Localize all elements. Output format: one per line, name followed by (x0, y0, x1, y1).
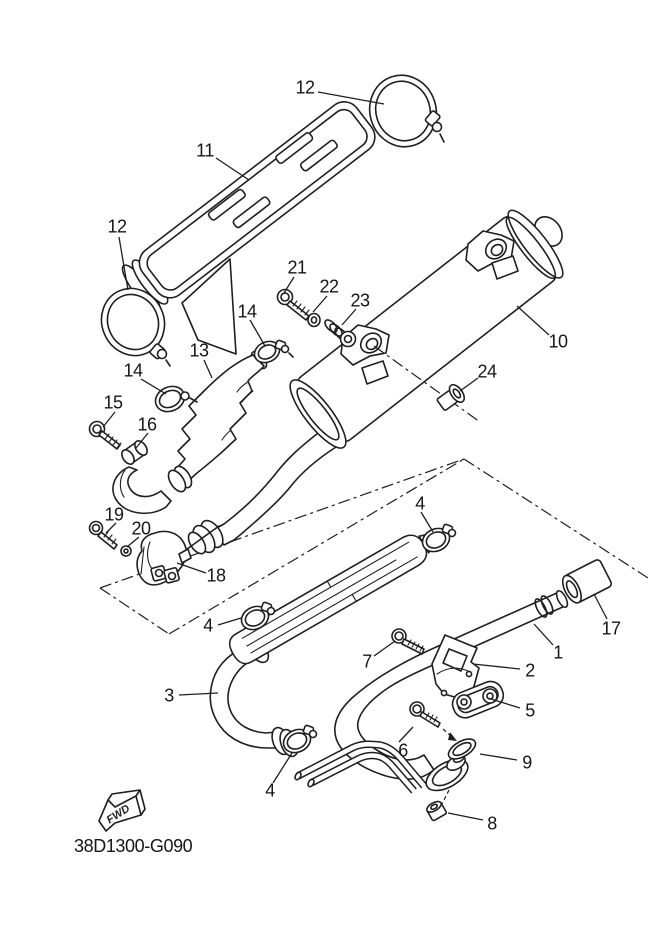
callout-21: 21 (287, 257, 307, 278)
bolt-7 (392, 629, 424, 654)
washer-22 (308, 314, 320, 327)
spring-23 (323, 318, 356, 347)
callout-10: 10 (548, 331, 568, 352)
callout-4-middle: 4 (203, 615, 213, 636)
callout-22: 22 (319, 276, 339, 297)
muffler-body (282, 193, 585, 456)
callout-24: 24 (477, 361, 497, 382)
callout-5: 5 (525, 700, 535, 721)
callout-23: 23 (350, 290, 370, 311)
callout-3: 3 (164, 685, 174, 706)
fwd-label: FWD (104, 802, 133, 827)
hose-clamp-lower (151, 382, 197, 416)
fwd-arrow (99, 790, 145, 831)
callout-12-left: 12 (107, 216, 127, 237)
callout-9: 9 (522, 752, 532, 773)
port-flange (421, 752, 473, 806)
callout-20: 20 (131, 518, 151, 539)
callout-19: 19 (104, 504, 124, 525)
callout-14-upper: 14 (237, 301, 257, 322)
callout-13: 13 (189, 340, 209, 361)
callout-17: 17 (601, 618, 621, 639)
diagram-code: 38D1300-G090 (74, 836, 193, 856)
callout-15: 15 (103, 392, 123, 413)
callout-18: 18 (206, 565, 226, 586)
callout-14-lower: 14 (123, 360, 143, 381)
callout-6: 6 (398, 740, 408, 761)
callout-11: 11 (196, 140, 214, 161)
bolt-15 (90, 422, 122, 450)
collar-16 (119, 439, 149, 467)
callout-16: 16 (137, 414, 157, 435)
callout-4-upper: 4 (415, 493, 425, 514)
callout-7: 7 (362, 651, 372, 672)
nut-8 (425, 799, 447, 821)
bolt-6 (410, 702, 457, 741)
callout-2: 2 (525, 660, 535, 681)
callout-4-lower: 4 (265, 780, 275, 801)
washer-20 (121, 546, 131, 556)
bolt-21 (278, 290, 310, 321)
callout-8: 8 (487, 813, 497, 834)
callout-1: 1 (553, 642, 563, 663)
callout-12-top: 12 (295, 77, 315, 98)
